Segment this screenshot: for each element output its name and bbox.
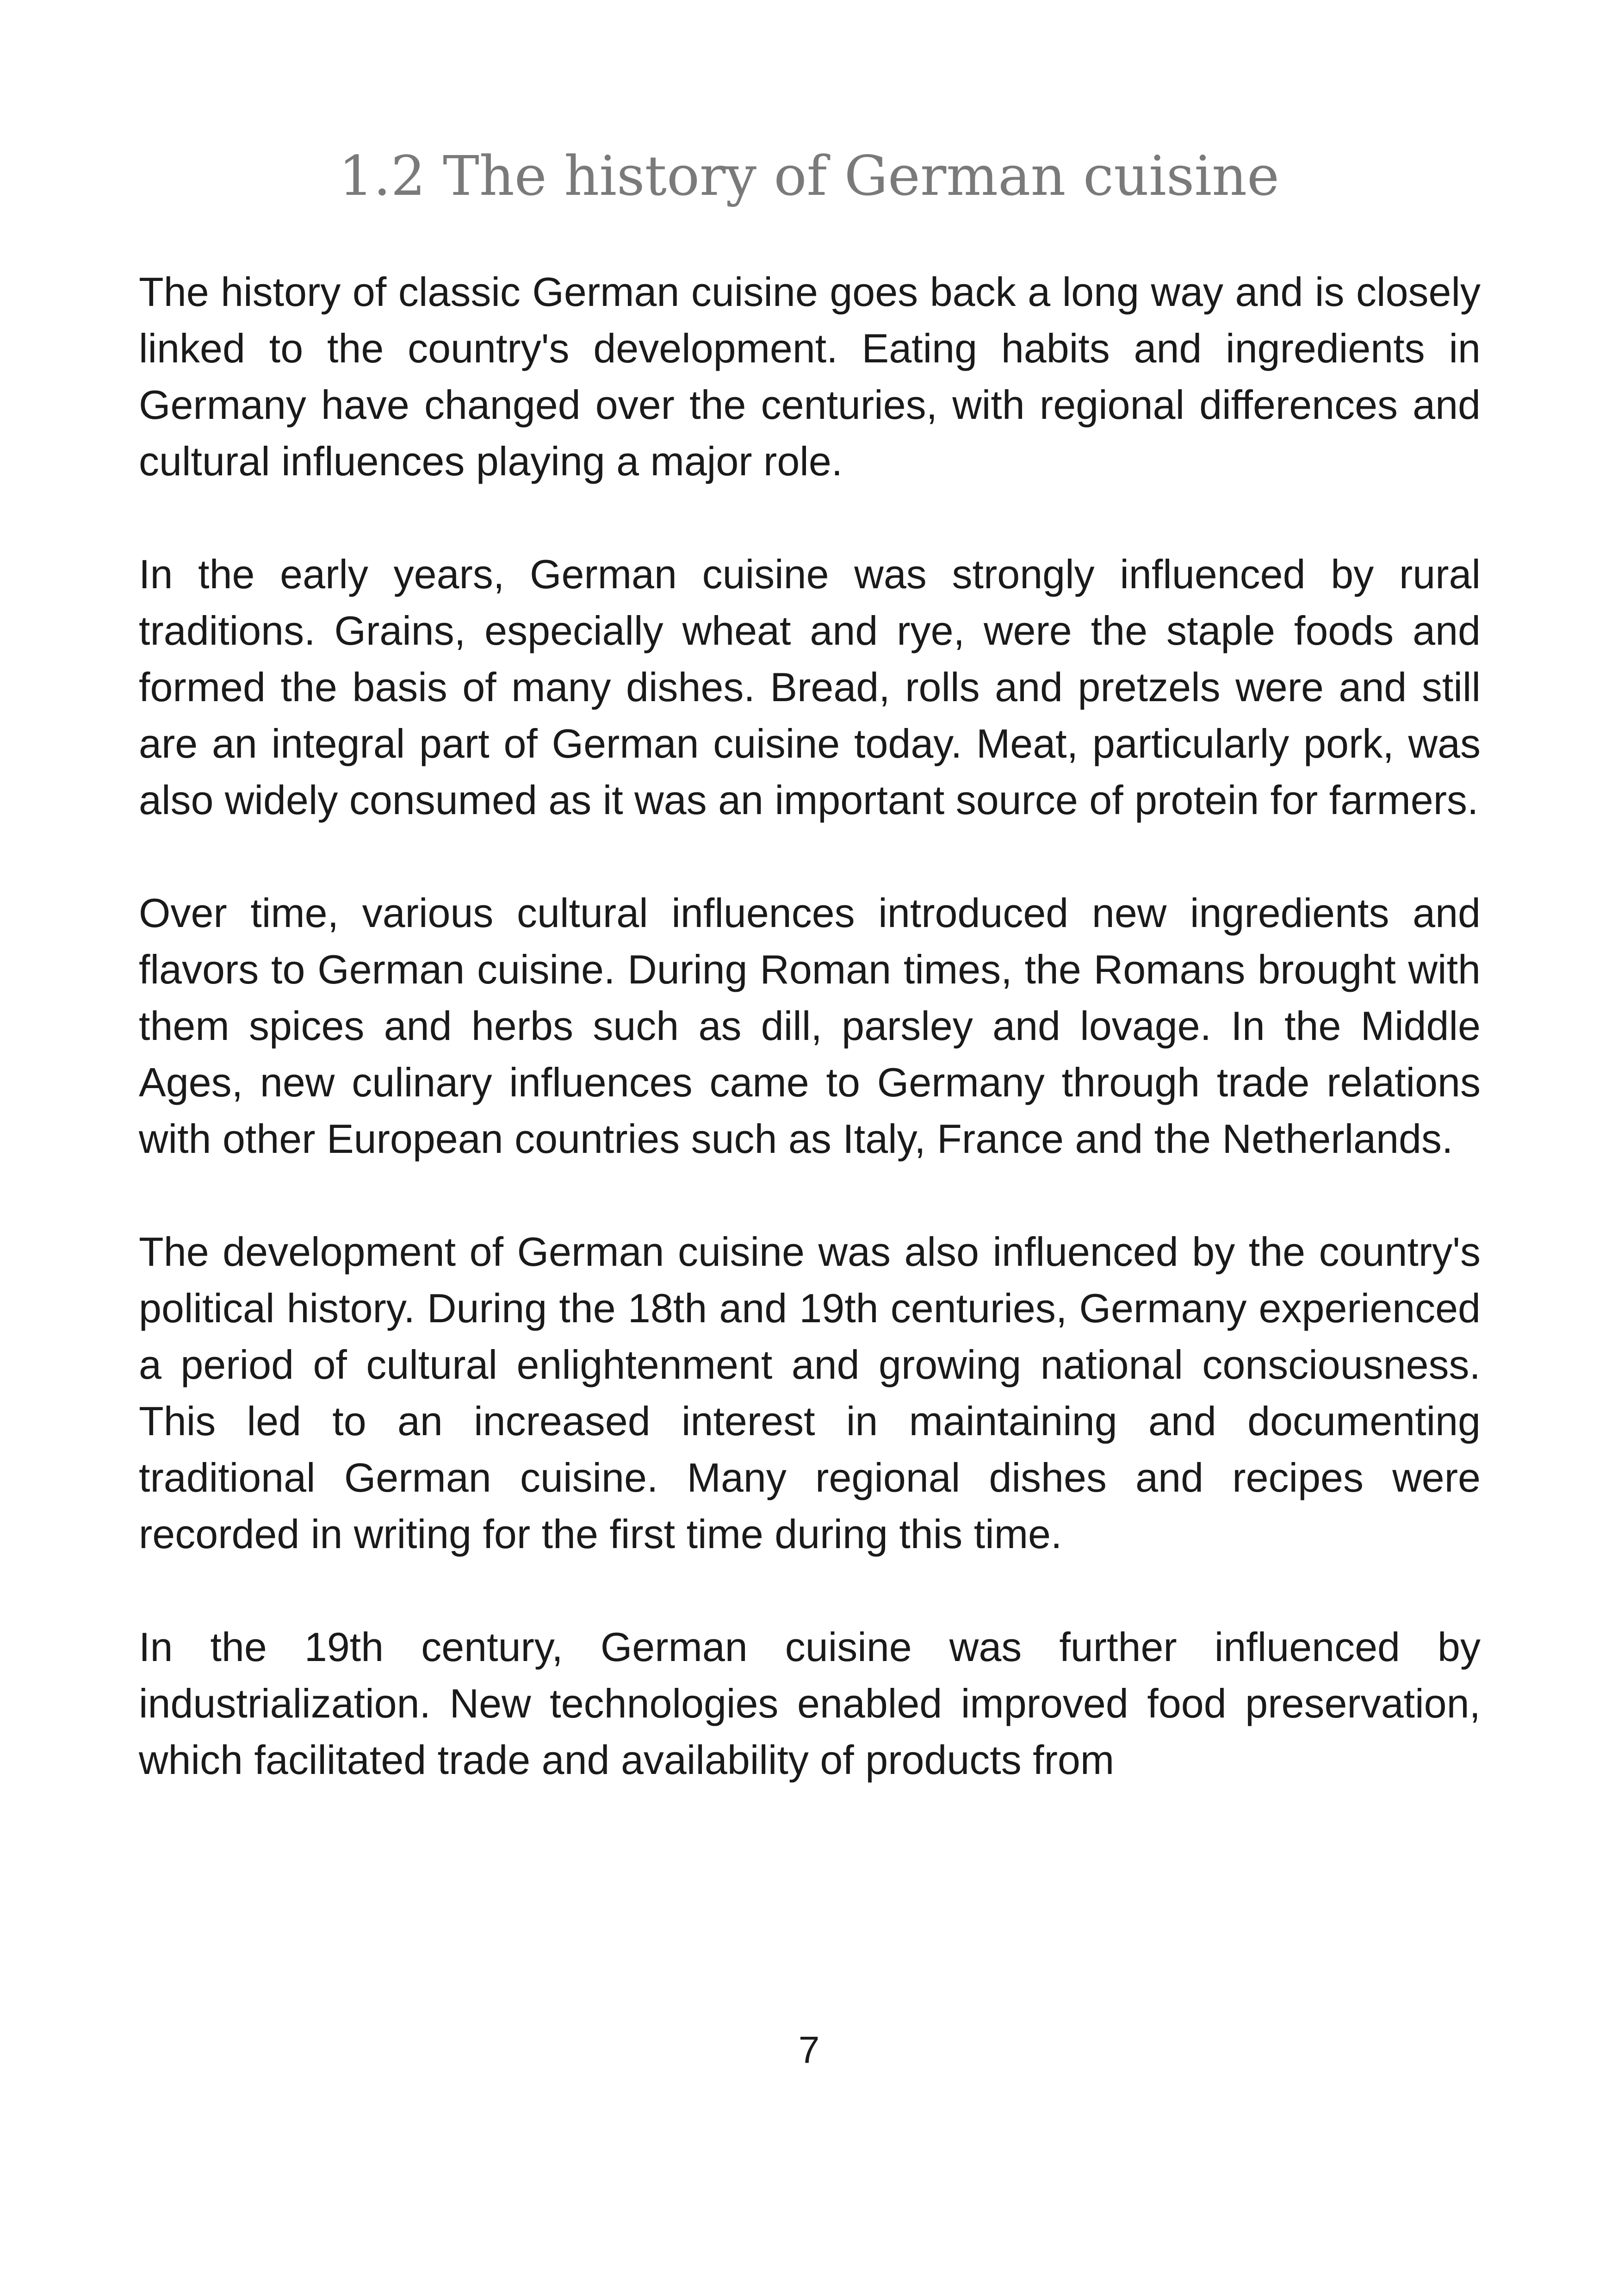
paragraph-5: In the 19th century, German cuisine was further influenced by industrialization. New technologies enabled improved food preservation, which facilitated trade and availability of products from — [139, 1624, 1481, 1783]
body-text — [139, 264, 1481, 1788]
paragraph-1: The history of classic German cuisine goes back a long way and is closely linked to the country's development. Eating habits and ingredients in Germany have changed over the centuries, with regional differences and cultural influences playing a major role. — [139, 269, 1481, 484]
section-heading: 1.2 The history of German cuisine — [339, 144, 1279, 208]
page-number: 7 — [798, 2029, 820, 2071]
paragraph-4: The development of German cuisine was also influenced by the country's political history. During the 18th and 19th centuries, Germany experienced a period of cultural enlightenment and growing national consciousness. This led to an increased interest in maintaining and documenting traditional German cuisine. Many regional dishes and recipes were recorded in writing for the first time during this time. — [139, 1229, 1481, 1557]
paragraph-2: In the early years, German cuisine was strongly influenced by rural traditions. Grains, especially wheat and rye, were the staple foods and formed the basis of many dishes. Bread, rolls and pretzels were and still are an integral part of German cuisine today. Meat, particularly pork, was also widely consumed as it was an important source of protein for farmers. — [139, 551, 1481, 823]
paragraph-3: Over time, various cultural influences introduced new ingredients and flavors to German cuisine. During Roman times, the Romans brought with them spices and herbs such as dill, parsley and lovage. In the Middle Ages, new culinary influences came to Germany through trade relations with other European countries such as Italy, France and the Netherlands. — [139, 890, 1481, 1162]
